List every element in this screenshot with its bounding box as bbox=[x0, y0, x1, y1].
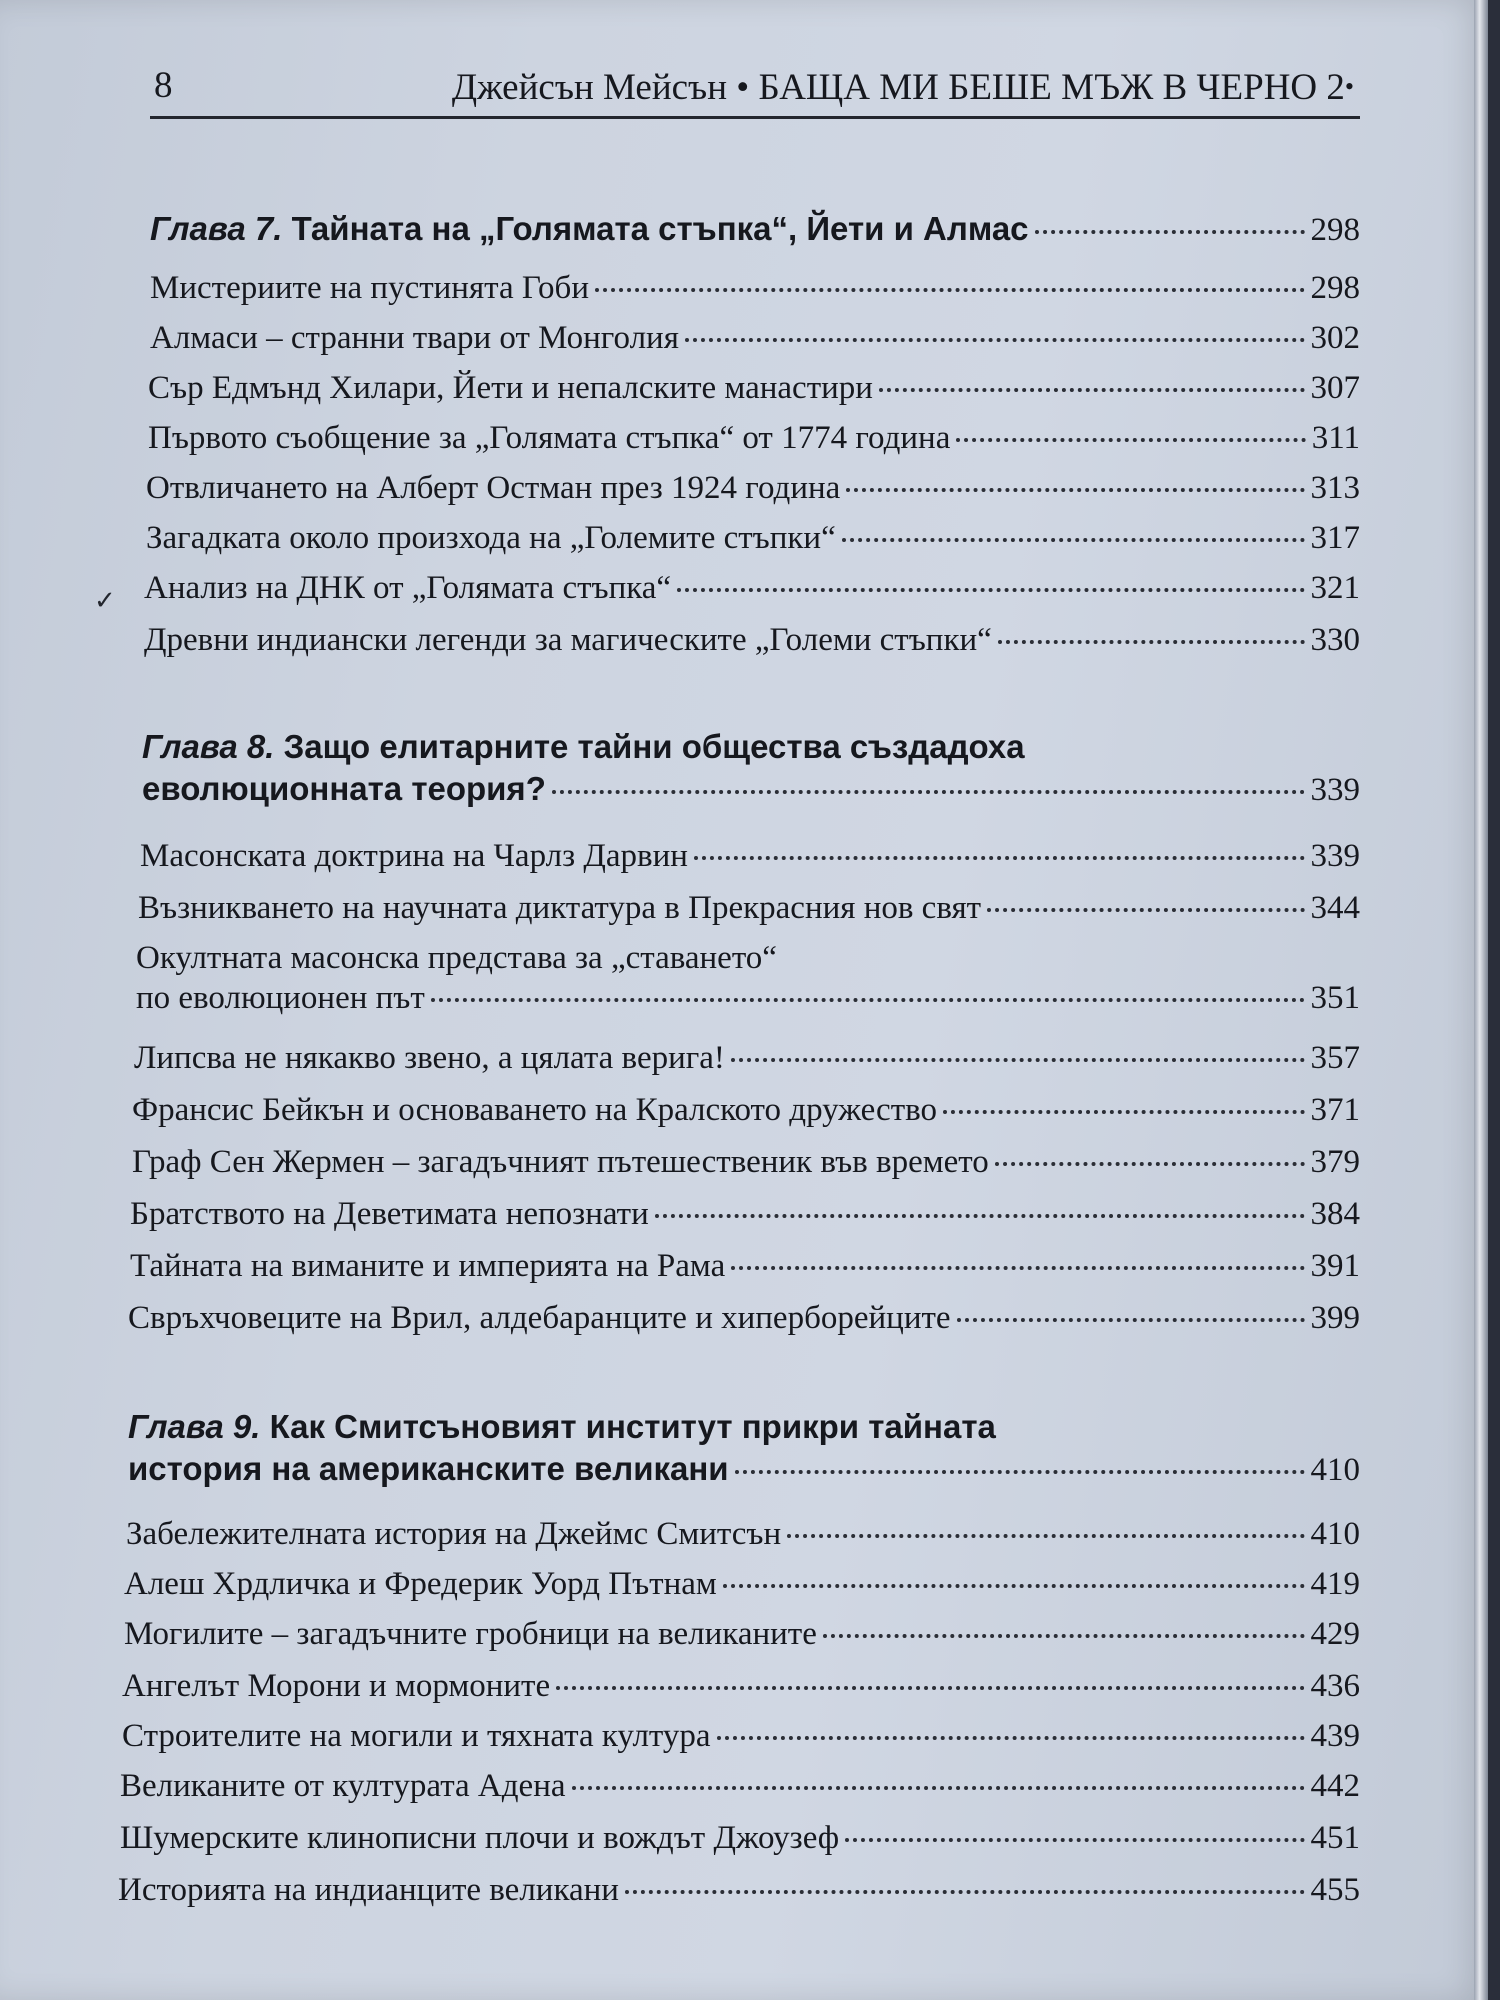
toc-entry: Историята на индианците великани 455 bbox=[118, 1872, 1360, 1908]
running-title: Джейсън Мейсън • БАЩА МИ БЕШЕ МЪЖ В ЧЕРНО 2• bbox=[451, 67, 1354, 108]
chapter-9-heading bbox=[128, 1408, 996, 1446]
chapter-9-heading-line-2 bbox=[128, 1450, 1360, 1489]
toc-entry: по еволюционен път 351 bbox=[136, 980, 1360, 1016]
chapter-9-title-line-1: Как Смитсъновият институт прикри тайната bbox=[269, 1408, 996, 1445]
toc-entry: Великаните от културата Адена 442 bbox=[120, 1768, 1360, 1804]
chapter-8-title-line-2: еволюционната теория? bbox=[142, 770, 546, 807]
toc-entry: Шумерските клинописни плочи и вождът Джоузеф 451 bbox=[120, 1820, 1360, 1856]
toc-entry: Строителите на могили и тяхната култура 439 bbox=[122, 1718, 1360, 1754]
toc-entry: Липсва не някакво звено, а цялата верига! 357 bbox=[134, 1040, 1360, 1076]
toc-entry: Масонската доктрина на Чарлз Дарвин 339 bbox=[140, 838, 1360, 874]
toc-entry: Ангелът Морони и мормоните 436 bbox=[122, 1668, 1360, 1704]
toc-entry: Франсис Бейкън и основаването на Кралското дружество 371 bbox=[132, 1092, 1360, 1128]
chapter-8-title-line-1: Защо елитарните тайни общества създадоха bbox=[283, 728, 1025, 765]
toc-entry-line-1: Окултната масонска представа за „ставането“ bbox=[136, 940, 777, 976]
chapter-9-page: 410 bbox=[1310, 1452, 1360, 1488]
page-edge bbox=[1474, 0, 1488, 2000]
toc-entry: Забележителната история на Джеймс Смитсън 410 bbox=[126, 1516, 1360, 1552]
toc-entry: Свръхчовеците на Врил, алдебаранците и хиперборейците 399 bbox=[128, 1300, 1360, 1336]
chapter-7-number: Глава 7. bbox=[150, 210, 283, 247]
toc-entry: Граф Сен Жермен – загадъчният пътешественик във времето 379 bbox=[132, 1144, 1360, 1180]
toc-entry: Отвличането на Алберт Остман през 1924 година 313 bbox=[146, 470, 1360, 506]
toc-entry: Анализ на ДНК от „Голямата стъпка“ 321 bbox=[144, 570, 1360, 606]
chapter-9-title-line-2: история на американските великани bbox=[128, 1450, 729, 1487]
toc-entry: Древни индиански легенди за магическите „Големи стъпки“ 330 bbox=[144, 622, 1360, 658]
toc-entry: Тайната на виманите и империята на Рама 391 bbox=[130, 1248, 1360, 1284]
chapter-8-heading-line-2 bbox=[142, 770, 1360, 809]
toc-entry: Алмаси – странни твари от Монголия 302 bbox=[150, 320, 1360, 356]
page-number: 8 bbox=[154, 65, 173, 106]
chapter-7-title: Тайната на „Голямата стъпка“, Йети и Алмас bbox=[291, 210, 1029, 247]
toc-entry: Мистериите на пустинята Гоби 298 bbox=[150, 270, 1360, 306]
toc-entry: Загадката около произхода на „Големите стъпки“ 317 bbox=[146, 520, 1360, 556]
running-header bbox=[150, 60, 1360, 119]
chapter-9-number: Глава 9. bbox=[128, 1408, 261, 1445]
margin-check-icon: ✓ bbox=[94, 586, 116, 615]
chapter-7-heading bbox=[150, 210, 1360, 249]
toc-entry: Братството на Деветимата непознати 384 bbox=[130, 1196, 1360, 1232]
toc-entry: Сър Едмънд Хилари, Йети и непалските манастири 307 bbox=[148, 370, 1360, 406]
chapter-8-page: 339 bbox=[1310, 772, 1360, 808]
toc-entry: Алеш Хрдличка и Фредерик Уорд Пътнам 419 bbox=[124, 1566, 1360, 1602]
toc-entry: Възникването на научната диктатура в Прекрасния нов свят 344 bbox=[138, 890, 1360, 926]
chapter-8-number: Глава 8. bbox=[142, 728, 275, 765]
toc-entry: Първото съобщение за „Голямата стъпка“ от 1774 година 311 bbox=[148, 420, 1360, 456]
chapter-7-page: 298 bbox=[1310, 212, 1360, 248]
chapter-8-heading bbox=[142, 728, 1025, 766]
toc-entry: Могилите – загадъчните гробници на великаните 429 bbox=[124, 1616, 1360, 1652]
